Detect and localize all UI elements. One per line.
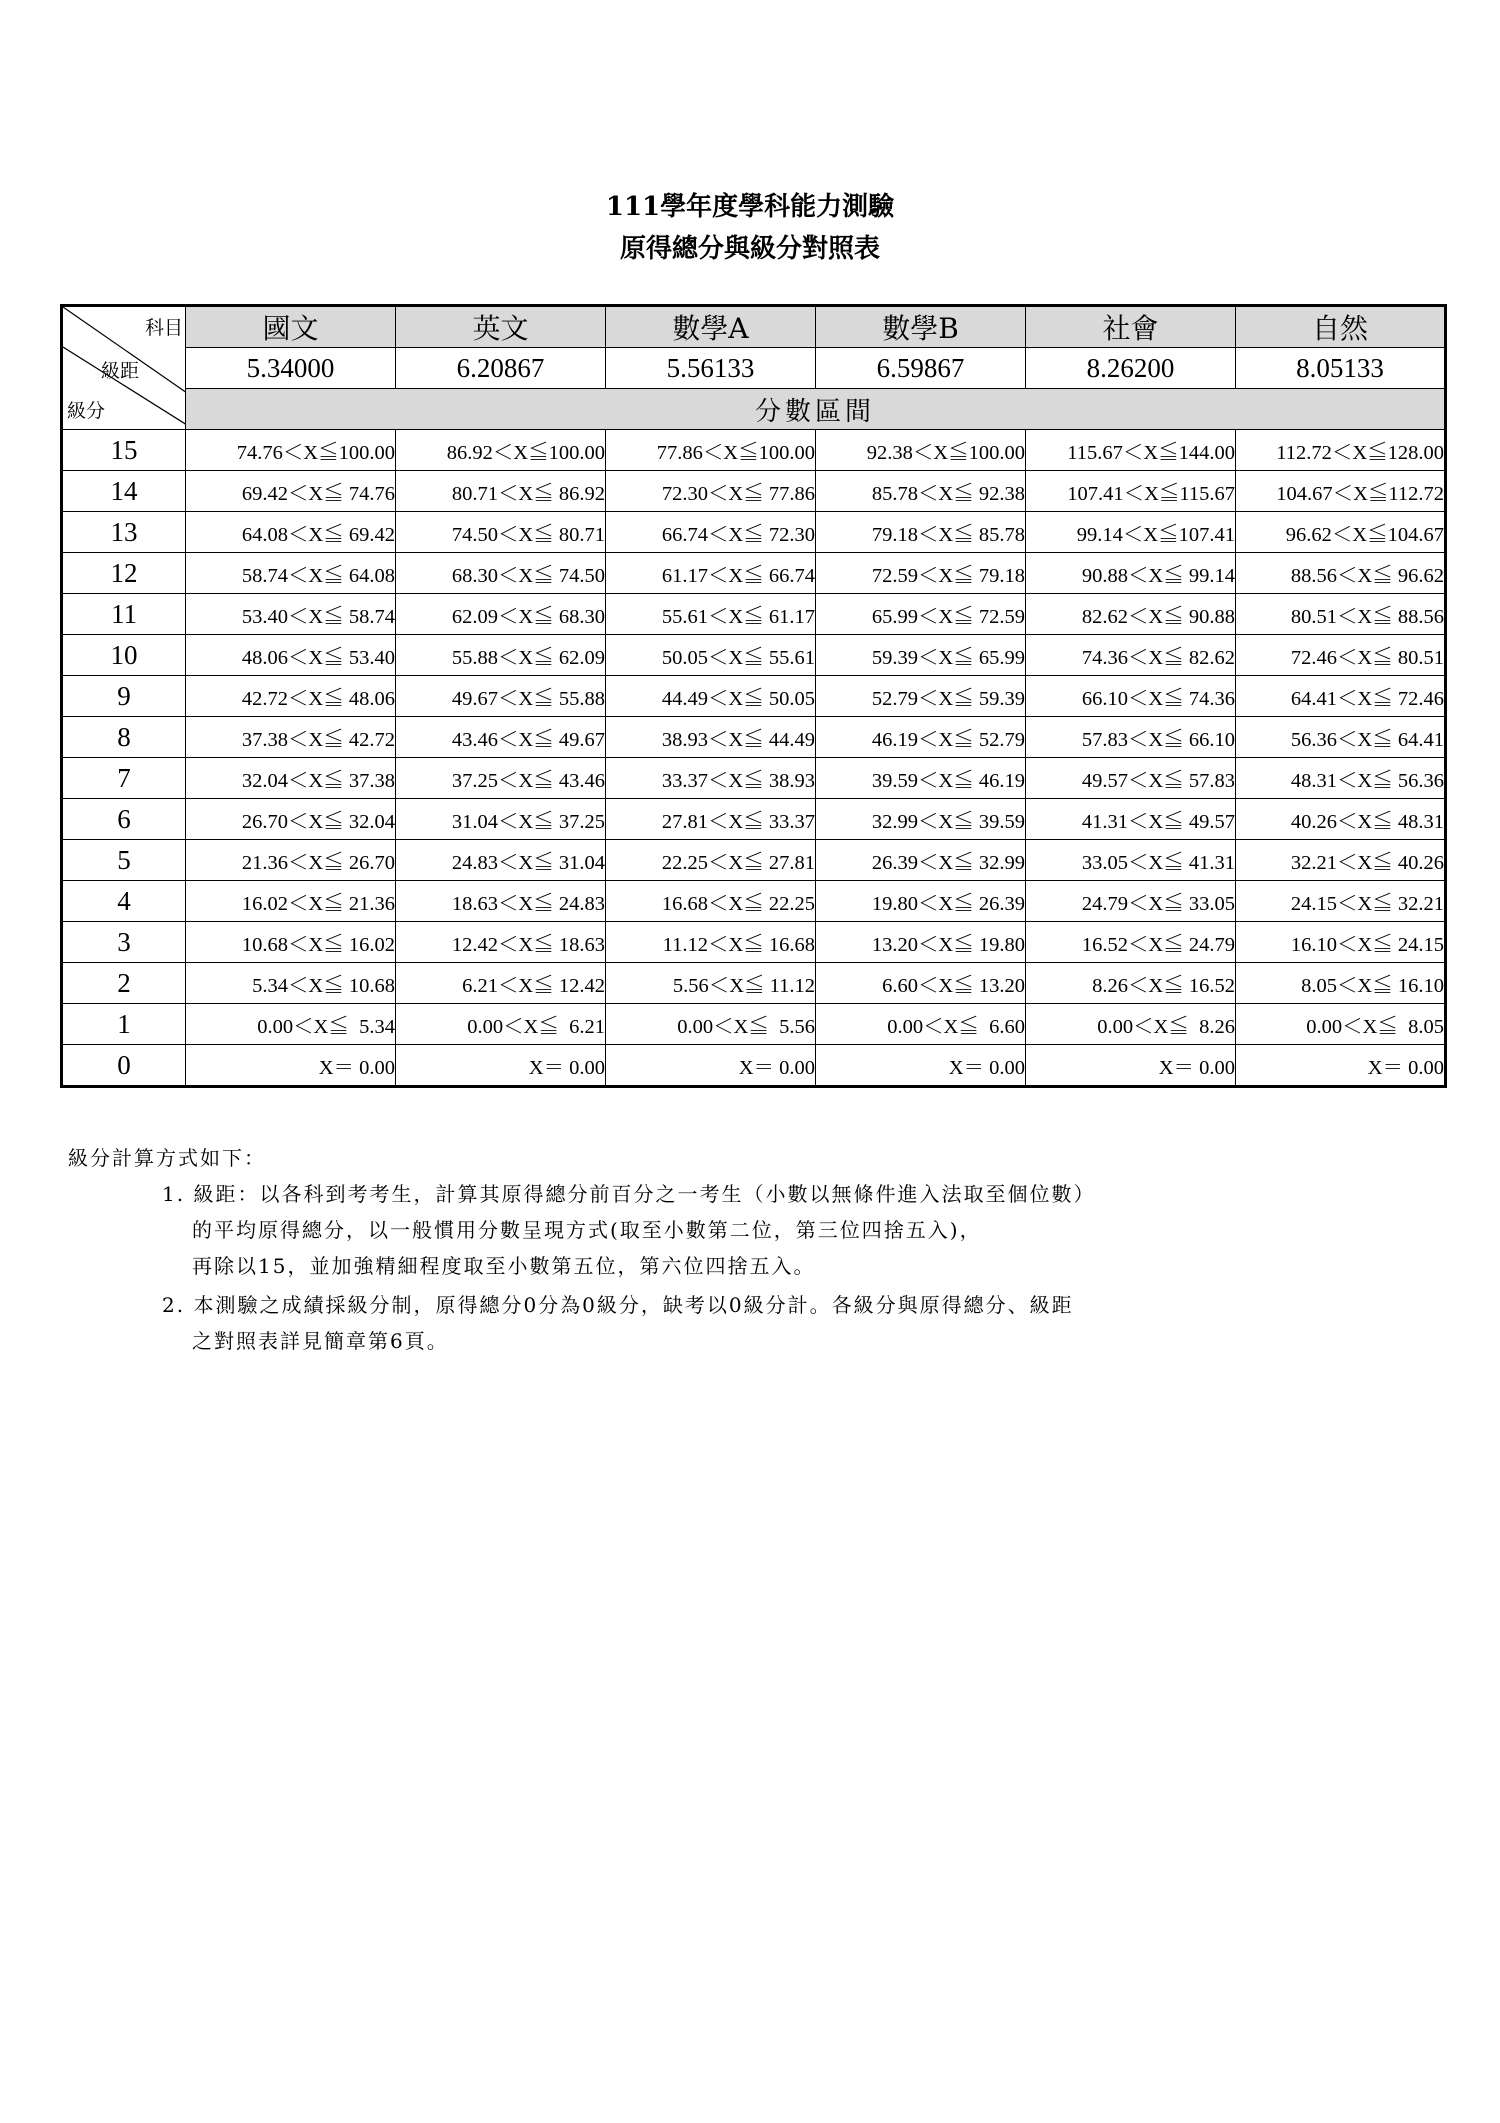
range-cell: 5.34＜X≦ 10.68	[186, 963, 396, 1004]
gap-value: 8.05133	[1236, 348, 1446, 389]
grade-conversion-table	[60, 304, 1447, 1088]
corner-header-cell	[62, 306, 186, 430]
range-cell: 26.39＜X≦ 32.99	[816, 840, 1026, 881]
table-row	[62, 717, 1446, 758]
table-row	[62, 512, 1446, 553]
table-row	[62, 799, 1446, 840]
range-cell: 61.17＜X≦ 66.74	[606, 553, 816, 594]
range-cell: 90.88＜X≦ 99.14	[1026, 553, 1236, 594]
level-cell: 2	[62, 963, 186, 1004]
gap-value: 6.59867	[816, 348, 1026, 389]
range-cell: 72.30＜X≦ 77.86	[606, 471, 816, 512]
range-cell: 50.05＜X≦ 55.61	[606, 635, 816, 676]
page-title: 111學年度學科能力測驗	[605, 192, 895, 222]
range-cell: 24.83＜X≦ 31.04	[396, 840, 606, 881]
range-cell: 22.25＜X≦ 27.81	[606, 840, 816, 881]
range-cell: 26.70＜X≦ 32.04	[186, 799, 396, 840]
range-cell: 32.21＜X≦ 40.26	[1236, 840, 1446, 881]
range-cell: 64.08＜X≦ 69.42	[186, 512, 396, 553]
range-cell: 32.99＜X≦ 39.59	[816, 799, 1026, 840]
range-cell: X＝ 0.00	[816, 1045, 1026, 1087]
range-cell: 6.21＜X≦ 12.42	[396, 963, 606, 1004]
range-cell: X＝ 0.00	[186, 1045, 396, 1087]
table-row	[62, 635, 1446, 676]
corner-label-subject: 科目	[145, 317, 184, 339]
range-cell: 65.99＜X≦ 72.59	[816, 594, 1026, 635]
table-row	[62, 963, 1446, 1004]
range-cell: 10.68＜X≦ 16.02	[186, 922, 396, 963]
range-cell: 12.42＜X≦ 18.63	[396, 922, 606, 963]
range-cell: 42.72＜X≦ 48.06	[186, 676, 396, 717]
gap-value: 6.20867	[396, 348, 606, 389]
range-cell: 16.52＜X≦ 24.79	[1026, 922, 1236, 963]
range-cell: 40.26＜X≦ 48.31	[1236, 799, 1446, 840]
range-cell: 16.02＜X≦ 21.36	[186, 881, 396, 922]
range-cell: 38.93＜X≦ 44.49	[606, 717, 816, 758]
range-cell: 55.61＜X≦ 61.17	[606, 594, 816, 635]
range-cell: 52.79＜X≦ 59.39	[816, 676, 1026, 717]
range-cell: 107.41＜X≦115.67	[1026, 471, 1236, 512]
table-row	[62, 1045, 1446, 1087]
level-cell: 12	[62, 553, 186, 594]
range-cell: 33.37＜X≦ 38.93	[606, 758, 816, 799]
level-cell: 14	[62, 471, 186, 512]
gap-value: 5.34000	[186, 348, 396, 389]
range-cell: 6.60＜X≦ 13.20	[816, 963, 1026, 1004]
range-cell: 59.39＜X≦ 65.99	[816, 635, 1026, 676]
range-cell: 13.20＜X≦ 19.80	[816, 922, 1026, 963]
level-cell: 13	[62, 512, 186, 553]
note-item-2-line-1: 2. 本測驗之成績採級分制，原得總分0分為0級分，缺考以0級分計。各級分與原得總分、級距	[162, 1293, 1074, 1317]
range-cell: 74.50＜X≦ 80.71	[396, 512, 606, 553]
range-cell: 72.46＜X≦ 80.51	[1236, 635, 1446, 676]
corner-label-level: 級分	[67, 400, 106, 422]
range-cell: 80.51＜X≦ 88.56	[1236, 594, 1446, 635]
range-cell: 31.04＜X≦ 37.25	[396, 799, 606, 840]
range-cell: 39.59＜X≦ 46.19	[816, 758, 1026, 799]
range-cell: 72.59＜X≦ 79.18	[816, 553, 1026, 594]
range-cell: 66.74＜X≦ 72.30	[606, 512, 816, 553]
range-cell: 8.26＜X≦ 16.52	[1026, 963, 1236, 1004]
range-cell: 82.62＜X≦ 90.88	[1026, 594, 1236, 635]
score-range-header: 分數區間	[186, 389, 1446, 430]
range-cell: X＝ 0.00	[1236, 1045, 1446, 1087]
range-cell: 99.14＜X≦107.41	[1026, 512, 1236, 553]
table-row	[62, 594, 1446, 635]
range-cell: 24.15＜X≦ 32.21	[1236, 881, 1446, 922]
range-cell: 37.38＜X≦ 42.72	[186, 717, 396, 758]
range-cell: 5.56＜X≦ 11.12	[606, 963, 816, 1004]
level-cell: 3	[62, 922, 186, 963]
range-cell: 79.18＜X≦ 85.78	[816, 512, 1026, 553]
range-cell: 68.30＜X≦ 74.50	[396, 553, 606, 594]
range-cell: 21.36＜X≦ 26.70	[186, 840, 396, 881]
range-cell: 104.67＜X≦112.72	[1236, 471, 1446, 512]
range-cell: 0.00＜X≦ 6.21	[396, 1004, 606, 1045]
table-row	[62, 553, 1446, 594]
range-cell: 85.78＜X≦ 92.38	[816, 471, 1026, 512]
range-cell: 46.19＜X≦ 52.79	[816, 717, 1026, 758]
table-row	[62, 840, 1446, 881]
range-cell: 57.83＜X≦ 66.10	[1026, 717, 1236, 758]
subject-header: 英文	[396, 306, 606, 348]
range-cell: 0.00＜X≦ 5.56	[606, 1004, 816, 1045]
table-row	[62, 758, 1446, 799]
range-cell: 49.57＜X≦ 57.83	[1026, 758, 1236, 799]
range-cell: 43.46＜X≦ 49.67	[396, 717, 606, 758]
table-row	[62, 676, 1446, 717]
subject-header: 數學A	[606, 306, 816, 348]
range-cell: 74.76＜X≦100.00	[186, 430, 396, 471]
corner-label-gap: 級距	[101, 360, 140, 382]
range-cell: 53.40＜X≦ 58.74	[186, 594, 396, 635]
range-cell: 44.49＜X≦ 50.05	[606, 676, 816, 717]
range-cell: 16.68＜X≦ 22.25	[606, 881, 816, 922]
range-cell: 55.88＜X≦ 62.09	[396, 635, 606, 676]
level-cell: 7	[62, 758, 186, 799]
range-cell: 96.62＜X≦104.67	[1236, 512, 1446, 553]
range-cell: 11.12＜X≦ 16.68	[606, 922, 816, 963]
range-cell: 56.36＜X≦ 64.41	[1236, 717, 1446, 758]
table-row	[62, 922, 1446, 963]
notes-heading: 級分計算方式如下：	[68, 1146, 266, 1170]
corner-diagonal-lines	[63, 307, 186, 427]
range-cell: 115.67＜X≦144.00	[1026, 430, 1236, 471]
level-cell: 4	[62, 881, 186, 922]
range-cell: 33.05＜X≦ 41.31	[1026, 840, 1236, 881]
table-row	[62, 881, 1446, 922]
level-cell: 6	[62, 799, 186, 840]
range-cell: 41.31＜X≦ 49.57	[1026, 799, 1236, 840]
range-cell: 24.79＜X≦ 33.05	[1026, 881, 1236, 922]
gap-value: 8.26200	[1026, 348, 1236, 389]
range-cell: 32.04＜X≦ 37.38	[186, 758, 396, 799]
range-cell: 62.09＜X≦ 68.30	[396, 594, 606, 635]
range-cell: X＝ 0.00	[396, 1045, 606, 1087]
range-cell: 64.41＜X≦ 72.46	[1236, 676, 1446, 717]
range-cell: 0.00＜X≦ 6.60	[816, 1004, 1026, 1045]
subject-header: 社會	[1026, 306, 1236, 348]
gap-value: 5.56133	[606, 348, 816, 389]
range-cell: 18.63＜X≦ 24.83	[396, 881, 606, 922]
range-cell: 8.05＜X≦ 16.10	[1236, 963, 1446, 1004]
range-cell: 48.06＜X≦ 53.40	[186, 635, 396, 676]
range-cell: X＝ 0.00	[1026, 1045, 1236, 1087]
note-item-2-line-2: 之對照表詳見簡章第6頁。	[192, 1329, 449, 1353]
note-item-1-line-3: 再除以15，並加強精細程度取至小數第五位，第六位四捨五入。	[192, 1254, 816, 1278]
table-row	[62, 430, 1446, 471]
range-cell: 19.80＜X≦ 26.39	[816, 881, 1026, 922]
range-cell: 66.10＜X≦ 74.36	[1026, 676, 1236, 717]
range-cell: 27.81＜X≦ 33.37	[606, 799, 816, 840]
table-row	[62, 471, 1446, 512]
level-cell: 8	[62, 717, 186, 758]
range-cell: 77.86＜X≦100.00	[606, 430, 816, 471]
range-cell: 58.74＜X≦ 64.08	[186, 553, 396, 594]
range-cell: 112.72＜X≦128.00	[1236, 430, 1446, 471]
level-cell: 9	[62, 676, 186, 717]
level-cell: 10	[62, 635, 186, 676]
range-cell: 0.00＜X≦ 8.05	[1236, 1004, 1446, 1045]
range-cell: 0.00＜X≦ 5.34	[186, 1004, 396, 1045]
range-cell: 86.92＜X≦100.00	[396, 430, 606, 471]
range-cell: 80.71＜X≦ 86.92	[396, 471, 606, 512]
range-cell: 49.67＜X≦ 55.88	[396, 676, 606, 717]
range-cell: 16.10＜X≦ 24.15	[1236, 922, 1446, 963]
subject-header: 自然	[1236, 306, 1446, 348]
level-cell: 0	[62, 1045, 186, 1087]
page-subtitle: 原得總分與級分對照表	[619, 234, 880, 264]
range-cell: 88.56＜X≦ 96.62	[1236, 553, 1446, 594]
range-cell: 69.42＜X≦ 74.76	[186, 471, 396, 512]
range-cell: 92.38＜X≦100.00	[816, 430, 1026, 471]
level-cell: 5	[62, 840, 186, 881]
level-cell: 15	[62, 430, 186, 471]
level-cell: 1	[62, 1004, 186, 1045]
note-item-1-line-2: 的平均原得總分，以一般慣用分數呈現方式(取至小數第二位，第三位四捨五入)，	[192, 1218, 982, 1242]
subject-header: 國文	[186, 306, 396, 348]
range-cell: 48.31＜X≦ 56.36	[1236, 758, 1446, 799]
range-cell: 37.25＜X≦ 43.46	[396, 758, 606, 799]
subject-header: 數學B	[816, 306, 1026, 348]
range-cell: 74.36＜X≦ 82.62	[1026, 635, 1236, 676]
note-item-1-line-1: 1. 級距：以各科到考考生，計算其原得總分前百分之一考生（小數以無條件進入法取至個位數）	[162, 1182, 1096, 1206]
table-row	[62, 1004, 1446, 1045]
range-cell: X＝ 0.00	[606, 1045, 816, 1087]
level-cell: 11	[62, 594, 186, 635]
range-cell: 0.00＜X≦ 8.26	[1026, 1004, 1236, 1045]
